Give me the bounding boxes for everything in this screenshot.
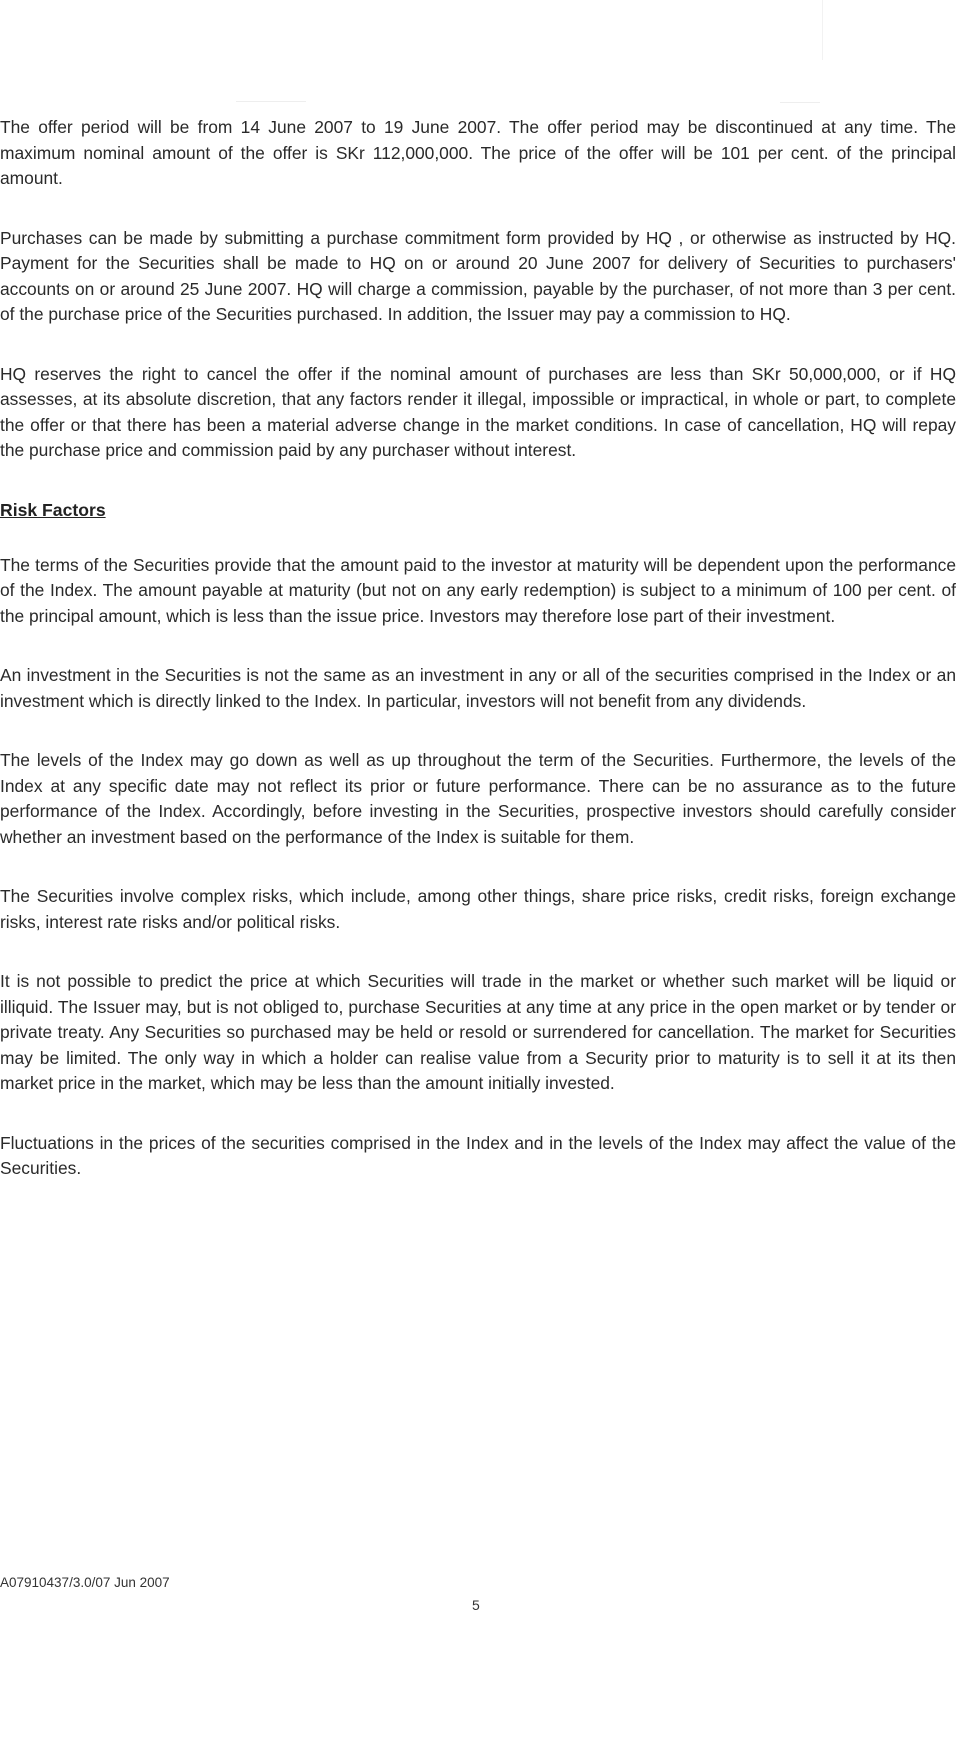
- risk-factors-heading: Risk Factors: [0, 499, 106, 520]
- scan-artifact-edge: [822, 0, 823, 60]
- scan-artifact-line: [236, 101, 306, 102]
- risk-paragraph-complex-risks: The Securities involve complex risks, which include, among other things, share price risks, credit risks, foreign exchange risks, interest rate risks and/or political risks.: [0, 886, 956, 932]
- page-number: 5: [472, 1597, 480, 1613]
- scan-artifact-line: [780, 102, 820, 103]
- purchase-instructions-paragraph: Purchases can be made by submitting a purchase commitment form provided by HQ , or otherwise as instructed by HQ. Payment for the Securities shall be made to HQ on or around 20 June 2007 for delivery of Securities to purchasers' accounts on or around 25 June 2007. HQ will charge a commission, payable by the purchaser, of not more than 3 per cent. of the purchase price of the Securities purchased. In addition, the Issuer may pay a commission to HQ.: [0, 227, 956, 324]
- risk-paragraph-liquidity: It is not possible to predict the price at which Securities will trade in the market or whether such market will be liquid or illiquid. The Issuer may, but is not obliged to, purchase Securities at any time at any price in the open market or by tender or private treaty. Any Securities so purchased may be held or resold or surrendered for cancellation. The market for Securities may be limited. The only way in which a holder can realise value from a Security prior to maturity is to sell it at its then market price in the market, which may be less than the amount initially invested.: [0, 971, 956, 1093]
- cancellation-rights-paragraph: HQ reserves the right to cancel the offer if the nominal amount of purchases are less than SKr 50,000,000, or if HQ assesses, at its absolute discretion, that any factors render it illegal, impossible or impractical, in whole or part, to complete the offer or that there has been a material adverse change in the market conditions. In case of cancellation, HQ will repay the purchase price and commission paid by any purchaser without interest.: [0, 363, 956, 460]
- risk-paragraph-investment-difference: An investment in the Securities is not the same as an investment in any or all of the securities comprised in the Index or an investment which is directly linked to the Index. In particular, investors will not benefit from any dividends.: [0, 665, 956, 711]
- risk-paragraph-fluctuations: Fluctuations in the prices of the securities comprised in the Index and in the levels of the Index may affect the value of the Securities.: [0, 1132, 956, 1178]
- risk-paragraph-maturity: The terms of the Securities provide that the amount paid to the investor at maturity will be dependent upon the performance of the Index. The amount payable at maturity (but not on any early redemption) is subject to a minimum of 100 per cent. of the principal amount, which is less than the issue price. Investors may therefore lose part of their investment.: [0, 554, 956, 626]
- document-body: [0, 115, 956, 1216]
- document-reference: A07910437/3.0/07 Jun 2007: [0, 1575, 170, 1590]
- offer-period-paragraph: The offer period will be from 14 June 2007 to 19 June 2007. The offer period may be discontinued at any time. The maximum nominal amount of the offer is SKr 112,000,000. The price of the offer will be 101 per cent. of the principal amount.: [0, 117, 956, 188]
- risk-paragraph-index-levels: The levels of the Index may go down as well as up throughout the term of the Securities. Furthermore, the levels of the Index at any specific date may not reflect its prior or future performance. There can be no assurance as to the future performance of the Index. Accordingly, before investing in the Securities, prospective investors should carefully consider whether an investment based on the performance of the Index is suitable for them.: [0, 750, 956, 847]
